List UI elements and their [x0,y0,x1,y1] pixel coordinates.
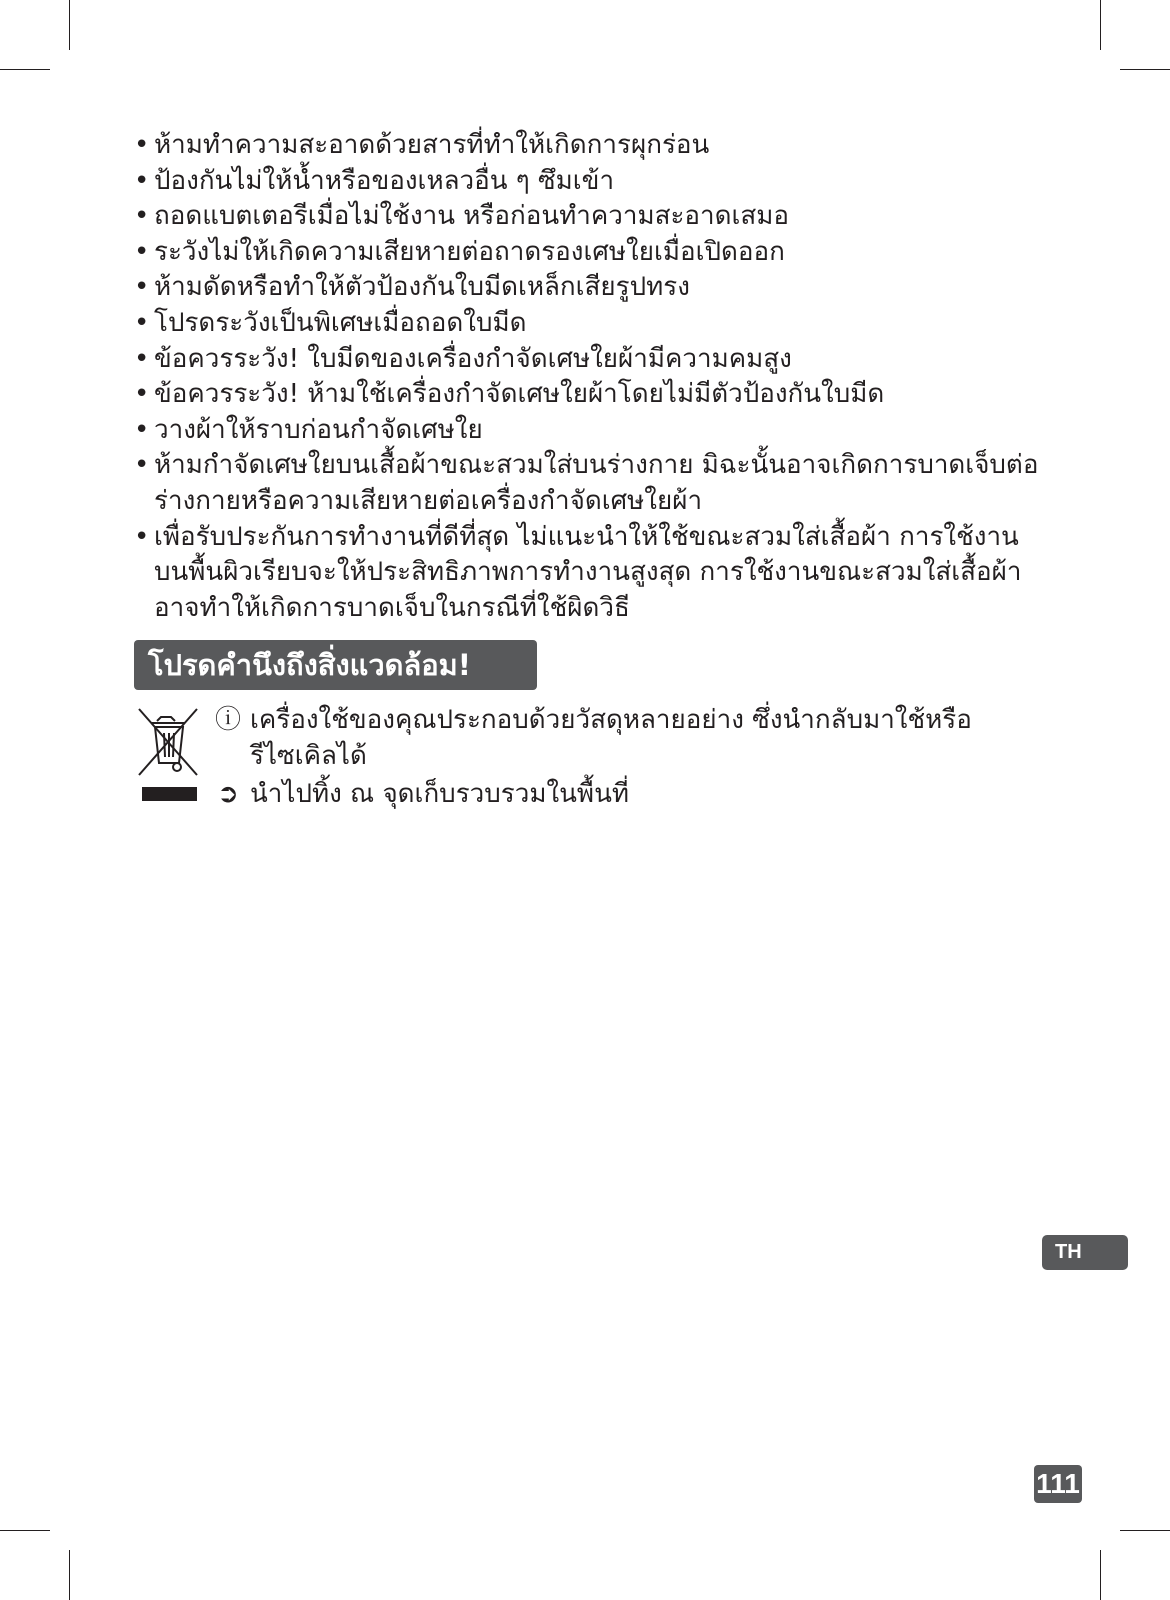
crop-mark [0,1530,50,1531]
environment-heading: โปรดคำนึงถึงสิ่งแวดล้อม! [134,640,537,690]
crop-mark [1100,1550,1101,1600]
environment-item [210,702,1040,774]
crossed-out-wheelie-bin-icon [137,707,201,777]
list-item: • โปรดระวังเป็นพิเศษเมื่อถอดใบมีด [134,306,1044,342]
list-item: • เพื่อรับประกันการทำงานที่ดีที่สุด ไม่แนะนำให้ใช้ขณะสวมใส่เสื้อผ้า การใช้งานบนพื้นผิวเรียบจะให้ประสิทธิภาพการทำงานสูงสุด การใช้งานขณะสวมใส่เสื้อผ้าอาจทำให้เกิดการบาดเจ็บในกรณีที่ใช้ผิดวิธี [134,520,1044,627]
info-circle-icon: ⓘ [214,705,241,735]
environment-item [210,776,1040,812]
list-item: • ห้ามทำความสะอาดด้วยสารที่ทำให้เกิดการผุกร่อน [134,128,1044,164]
list-item: • ระวังไม่ให้เกิดความเสียหายต่อถาดรองเศษใยเมื่อเปิดออก [134,235,1044,271]
list-item: • ถอดแบตเตอรีเมื่อไม่ใช้งาน หรือก่อนทำความสะอาดเสมอ [134,199,1044,235]
list-item: • ป้องกันไม่ให้น้ำหรือของเหลวอื่น ๆ ซึมเข้า [134,164,1044,200]
environment-item-text: เครื่องใช้ของคุณประกอบด้วยวัสดุหลายอย่าง ซึ่งนำกลับมาใช้หรือรีไซเคิลได้ [250,705,972,771]
list-item: • ห้ามกำจัดเศษใยบนเสื้อผ้าขณะสวมใส่บนร่างกาย มิฉะนั้นอาจเกิดการบาดเจ็บต่อร่างกายหรือความเสียหายต่อเครื่องกำจัดเศษใยผ้า [134,448,1044,519]
bin-underline-bar [142,787,197,801]
crop-mark [1120,69,1170,70]
arrow-right-circle-icon: ➲ [217,779,239,809]
crop-mark [1100,0,1101,50]
list-item: • ข้อควรระวัง! ใบมีดของเครื่องกำจัดเศษใยผ้ามีความคมสูง [134,342,1044,378]
language-tab: TH [1042,1235,1128,1270]
crop-mark [69,0,70,50]
page-number: 111 [1034,1465,1082,1503]
safety-bullet-list [134,128,1044,626]
environment-item-text: นำไปทิ้ง ณ จุดเก็บรวบรวมในพื้นที่ [250,779,629,809]
crop-mark [69,1550,70,1600]
crop-mark [1120,1530,1170,1531]
list-item: • วางผ้าให้ราบก่อนกำจัดเศษใย [134,413,1044,449]
list-item: • ห้ามดัดหรือทำให้ตัวป้องกันใบมีดเหล็กเสียรูปทรง [134,270,1044,306]
list-item: • ข้อควรระวัง! ห้ามใช้เครื่องกำจัดเศษใยผ้าโดยไม่มีตัวป้องกันใบมีด [134,377,1044,413]
crop-mark [0,69,50,70]
